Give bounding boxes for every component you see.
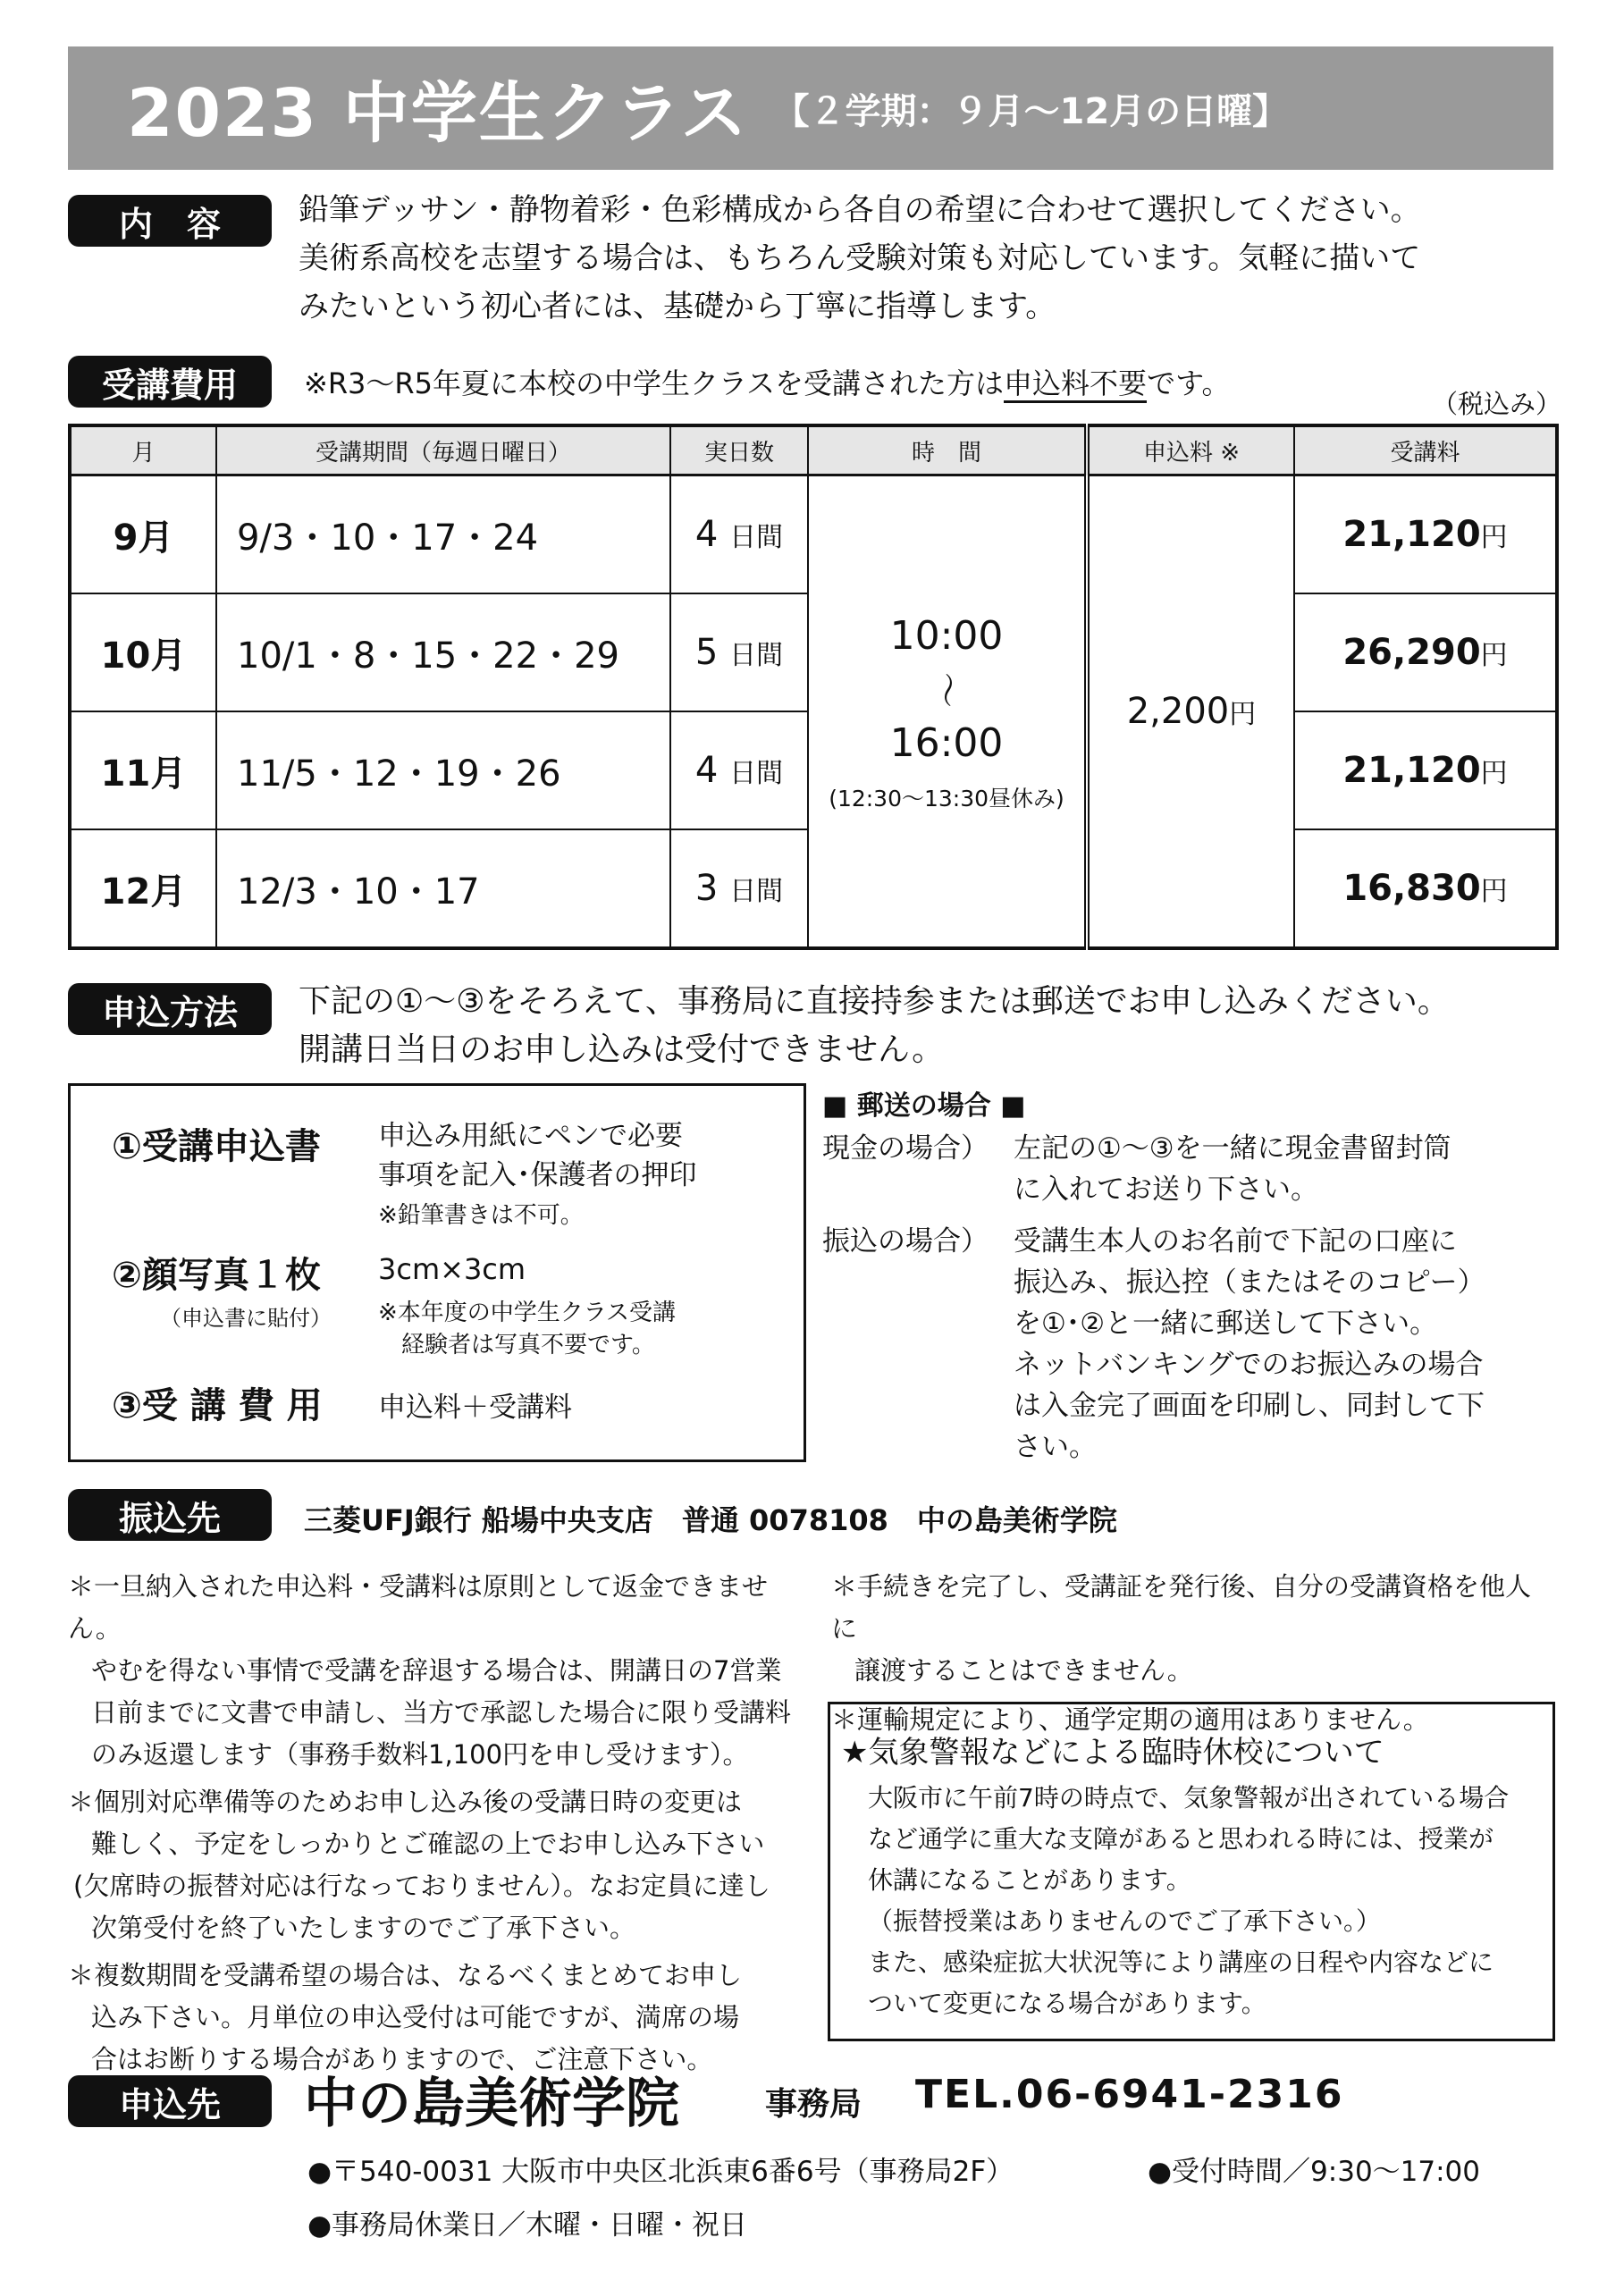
item2-title: ②顔写真１枚 <box>112 1255 321 1296</box>
app-fee-cell <box>1087 475 1294 949</box>
tel-number: TEL.06-6941-2316 <box>915 2072 1344 2117</box>
fees-note-underlined: 申込料不要 <box>1004 366 1147 403</box>
closure-box <box>828 1702 1555 2041</box>
fees-note-suffix: です。 <box>1147 366 1231 400</box>
col-tuition: 受講料 <box>1294 425 1557 475</box>
mail-transfer-label: 振込の場合） <box>822 1225 989 1258</box>
row-fee: 21,120円 <box>1294 475 1557 594</box>
note-item: ＊個別対応準備等のためお申し込み後の受講日時の変更は 難しく、予定をしっかりとご確認の上でお申し込み下さい (欠席時の振替対応は行なっておりません）。なお定員に達し 次第受付を終了いたしますのでご了承下さい。 <box>68 1787 770 1943</box>
page-subtitle: 【２学期：９月～12月の日曜】 <box>773 90 1289 132</box>
content-line: 鉛筆デッサン・静物着彩・色彩構成から各自の希望に合わせて選択してください。 <box>299 192 1421 228</box>
row-dates: 9/3・10・17・24 <box>216 475 670 594</box>
bank-label: 振込先 <box>68 1489 272 1541</box>
item1-title: ①受講申込書 <box>112 1126 321 1167</box>
row-days: 4 日間 <box>670 711 808 829</box>
item2-note: ※本年度の中学生クラス受講 経験者は写真不要です。 <box>378 1300 677 1358</box>
fees-label: 受講費用 <box>68 356 272 408</box>
mail-cash-label: 現金の場合） <box>822 1132 989 1165</box>
item3-title: ③受 講 費 用 <box>112 1385 323 1426</box>
col-days: 実日数 <box>670 425 808 475</box>
closure-text: 大阪市に午前7時の時点で、気象警報が出されている場合 など通学に重大な支障があると思われる時には、授業が 休講になることがあります。 （振替授業はありませんのでご了承下さい。） また、感染症拡大状況等により講座の日程や内容などに ついて変更になる場合があります。 <box>868 1783 1510 2018</box>
content-text <box>299 186 1568 331</box>
title-bar <box>68 46 1553 170</box>
office-label: 事務局 <box>765 2086 862 2123</box>
row-month: 10月 <box>70 593 216 711</box>
closure-title: ★気象警報などによる臨時休校について <box>841 1735 1384 1771</box>
app-fee-value: 2,200 <box>1126 691 1230 732</box>
row-days: 3 日間 <box>670 829 808 948</box>
apply-line: 下記の①～③をそろえて、事務局に直接持参または郵送でお申し込みください。 <box>299 983 1450 1020</box>
time-end: 16:00 <box>889 720 1004 766</box>
row-fee: 21,120円 <box>1294 711 1557 829</box>
row-days: 5 日間 <box>670 593 808 711</box>
mail-cash-text: 左記の①～③を一緒に現金書留封筒 に入れてお送り下さい。 <box>1014 1132 1452 1206</box>
time-tilde: ～ <box>926 672 967 708</box>
col-month: 月 <box>70 425 216 475</box>
page-title: 2023 中学生クラス <box>127 75 749 152</box>
table-row <box>70 475 1557 594</box>
row-month: 12月 <box>70 829 216 948</box>
note-item: ＊運輸規定により、通学定期の適用はありません。 <box>831 1704 1429 1735</box>
requirements-box <box>68 1083 806 1462</box>
mail-transfer-text: 受講生本人のお名前で下記の口座に 振込み、振込控（またはそのコピー） を①･②と一緒に郵送して下さい。 ネットバンキングでのお振込みの場合 は入金完了画面を印刷し、同封して下 さい。 <box>1014 1225 1485 1463</box>
fee-table <box>68 424 1559 950</box>
item1-desc: 申込み用紙にペンで必要 事項を記入･保護者の押印 <box>378 1120 697 1191</box>
bank-text: 三菱UFJ銀行 船場中央支店 普通 0078108 中の島美術学院 <box>304 1503 1117 1537</box>
fees-note-prefix: ※R3～R5年夏に本校の中学生クラスを受講された方は <box>304 366 1005 400</box>
fees-note <box>304 361 1231 402</box>
app-fee-yen: 円 <box>1229 699 1257 730</box>
row-days: 4 日間 <box>670 475 808 594</box>
note-item: ＊複数期間を受講希望の場合は、なるべくまとめてお申し 込み下さい。月単位の申込受付は可能ですが、満席の場 合はお断りする場合がありますので、ご注意下さい。 <box>68 1960 743 2074</box>
apply-label: 申込方法 <box>68 983 272 1035</box>
contact-label: 申込先 <box>68 2075 272 2127</box>
row-dates: 10/1・8・15・22・29 <box>216 593 670 711</box>
content-line: みたいという初心者には、基礎から丁寧に指導します。 <box>299 289 1056 324</box>
col-dates: 受講期間（毎週日曜日） <box>216 425 670 475</box>
fee-table-header <box>70 425 1557 475</box>
address: ●〒540-0031 大阪市中央区北浜東6番6号（事務局2F） <box>307 2156 1014 2188</box>
note-item: ＊一旦納入された申込料・受講料は原則として返金できません。 やむを得ない事情で受講を辞退する場合は、開講日の7営業 日前までに文書で申請し、当方で承認した場合に限り受講料 のみ返還します（事務手数料1,100円を申し受けます）。 <box>68 1571 792 1770</box>
note-item: ＊手続きを完了し、受講証を発行後、自分の受講資格を他人に 譲渡することはできません。 <box>831 1571 1532 1686</box>
col-app-fee: 申込料 ※ <box>1087 425 1294 475</box>
time-cell <box>808 475 1087 949</box>
office-holidays: ●事務局休業日／木曜・日曜・祝日 <box>307 2209 748 2242</box>
tax-note: （税込み） <box>1432 389 1562 419</box>
apply-text <box>299 978 1450 1074</box>
content-line: 美術系高校を志望する場合は、もちろん受験対策も対応しています。気軽に描いて <box>299 240 1421 276</box>
apply-line: 開講日当日のお申し込みは受付できません。 <box>299 1031 945 1068</box>
item2-sub: （申込書に貼付） <box>160 1306 332 1331</box>
mail-heading: ■ 郵送の場合 ■ <box>822 1090 1026 1122</box>
row-fee: 16,830円 <box>1294 829 1557 948</box>
row-month: 9月 <box>70 475 216 594</box>
item2-desc: 3cm×3cm <box>378 1252 526 1286</box>
time-break: (12:30～13:30昼休み) <box>829 786 1064 812</box>
time-start: 10:00 <box>889 613 1004 659</box>
row-dates: 11/5・12・19・26 <box>216 711 670 829</box>
content-label: 内 容 <box>68 195 272 247</box>
row-fee: 26,290円 <box>1294 593 1557 711</box>
item3-desc: 申込料＋受講料 <box>378 1392 572 1424</box>
row-month: 11月 <box>70 711 216 829</box>
notes-left <box>68 1566 819 2081</box>
row-dates: 12/3・10・17 <box>216 829 670 948</box>
col-time: 時 間 <box>808 425 1087 475</box>
item1-note: ※鉛筆書きは不可。 <box>378 1202 584 1229</box>
school-name: 中の島美術学院 <box>304 2073 679 2135</box>
office-hours: ●受付時間／9:30～17:00 <box>1148 2156 1480 2188</box>
